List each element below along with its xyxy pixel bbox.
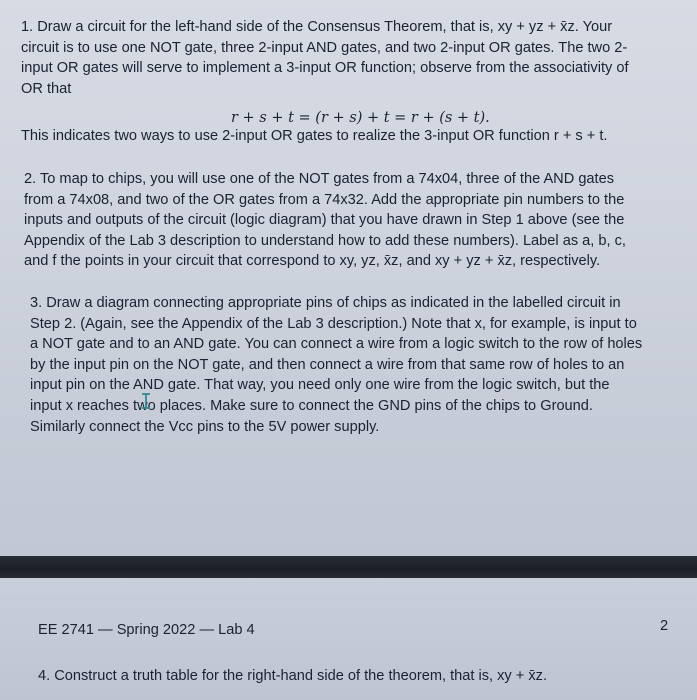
step-3-line: input x reaches two places. Make sure to connect the GND pins of the chips to Ground. [30, 397, 593, 414]
step-4-text: 4. Construct a truth table for the right-hand side of the theorem, that is, xy + x̄z. [38, 668, 548, 684]
step-3-line: Similarly connect the Vcc pins to the 5V power supply. [30, 418, 380, 435]
step-3-line: input pin on the AND gate. That way, you need only one wire from the logic switch, but the [30, 377, 610, 394]
step-1-line: 1. Draw a circuit for the left-hand side of the Consensus Theorem, that is, xy + yz + x̄z. Your [21, 19, 613, 35]
step-2-line: 2. To map to chips, you will use one of the NOT gates from a 74x04, three of the AND gates [24, 171, 615, 187]
associativity-formula: r + s + t = (r + s) + t = r + (s + t). [231, 110, 490, 126]
step-2-line: inputs and outputs of the circuit (logic diagram) that you have drawn in Step 1 above (see the [24, 212, 625, 229]
footer-course-label: EE 2741 — Spring 2022 — Lab 4 [38, 622, 255, 638]
step-3-line: Step 2. (Again, see the Appendix of the Lab 3 description.) Note that x, for example, is input to [30, 315, 637, 332]
step-3-line: by the input pin on the NOT gate, and then connect a wire from that same row of holes to an [30, 356, 625, 373]
step-3-paragraph [30, 293, 642, 437]
step-3-line: 3. Draw a diagram connecting appropriate pins of chips as indicated in the labelled circuit in [30, 295, 621, 311]
step-1-conclusion-line: This indicates two ways to use 2-input OR gates to realize the 3-input OR function r + s + t. [21, 128, 608, 144]
text-cursor-icon [141, 393, 151, 409]
step-1-line: circuit is to use one NOT gate, three 2-input AND gates, and two 2-input OR gates. The two 2- [21, 39, 628, 56]
page-break-band [0, 556, 697, 578]
step-1-paragraph [21, 17, 629, 99]
step-2-line: from a 74x08, and two of the OR gates from a 74x32. Add the appropriate pin numbers to the [24, 191, 625, 208]
step-2-line: and f the points in your circuit that correspond to xy, yz, x̄z, and xy + yz + x̄z, respectively. [24, 253, 601, 270]
page-number: 2 [660, 618, 669, 634]
step-1-line: input OR gates will serve to implement a 3-input OR function; observe from the associativity of [21, 60, 629, 77]
step-1-line: OR that [21, 80, 72, 97]
step-3-line: a NOT gate and to an AND gate. You can connect a wire from a logic switch to the row of holes [30, 336, 643, 353]
step-1-conclusion [21, 126, 607, 147]
step-2-line: Appendix of the Lab 3 description to understand how to add these numbers). Label as a, b, c, [24, 232, 626, 249]
step-2-paragraph [24, 169, 626, 272]
